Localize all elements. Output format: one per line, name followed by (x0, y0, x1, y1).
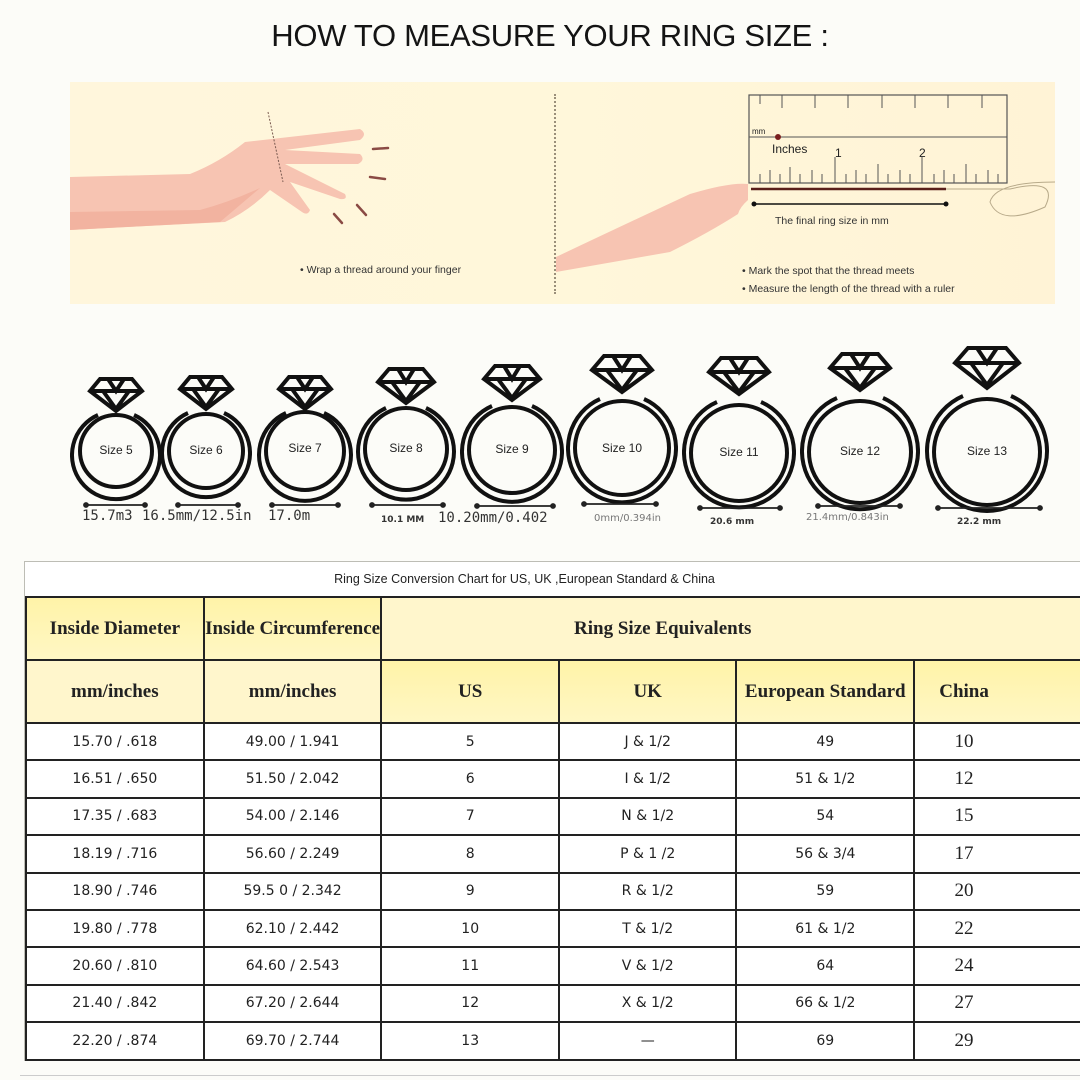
cell-us: 6 (381, 760, 558, 797)
table-row (26, 947, 1080, 984)
diamond-ring-icon (924, 344, 1050, 514)
cell-eu: 66 & 1/2 (736, 985, 914, 1022)
cell-china: 20 (914, 873, 1080, 910)
diamond-ring-icon (460, 362, 564, 507)
header-china: China (914, 660, 1080, 723)
cell-eu: 51 & 1/2 (736, 760, 914, 797)
table-row (26, 985, 1080, 1022)
header-ring-size-equivalents: Ring Size Equivalents (381, 597, 1080, 660)
cell-uk: P & 1 /2 (559, 835, 736, 872)
cell-circumference: 59.5 0 / 2.342 (204, 873, 382, 910)
cell-us: 9 (381, 873, 558, 910)
ring-size-11 (682, 354, 796, 514)
ring-size-6 (160, 373, 252, 503)
cell-china: 22 (914, 910, 1080, 947)
cell-diameter: 18.90 / .746 (26, 873, 204, 910)
cell-uk: X & 1/2 (559, 985, 736, 1022)
ring-label: Size 13 (966, 444, 1008, 458)
bottom-divider (20, 1075, 1080, 1076)
ring-measure: 21.4mm/0.843in (806, 512, 889, 523)
diamond-ring-icon (256, 373, 354, 503)
cell-uk: N & 1/2 (559, 798, 736, 835)
instruction-banner (70, 82, 1055, 304)
ruler-mm-label: mm (752, 127, 766, 136)
header-inside-circumference: Inside Circumference (204, 597, 382, 660)
cell-diameter: 17.35 / .683 (26, 798, 204, 835)
cell-circumference: 54.00 / 2.146 (204, 798, 382, 835)
diamond-ring-icon (160, 373, 252, 503)
ring-label: Size 10 (601, 441, 643, 455)
diamond-ring-icon (70, 375, 162, 505)
ring-measure: 17.0m (268, 508, 311, 524)
cell-circumference: 56.60 / 2.249 (204, 835, 382, 872)
cell-circumference: 67.20 / 2.644 (204, 985, 382, 1022)
table-row (26, 760, 1080, 797)
cell-eu: 61 & 1/2 (736, 910, 914, 947)
header-european: European Standard (736, 660, 914, 723)
header-uk: UK (559, 660, 736, 723)
header-diameter-unit: mm/inches (26, 660, 204, 723)
ring-measure: 20.6 mm (710, 517, 755, 527)
cell-circumference: 69.70 / 2.744 (204, 1022, 382, 1059)
banner-divider (554, 94, 556, 294)
ring-size-12 (800, 350, 920, 515)
ring-size-7 (256, 373, 354, 503)
cell-diameter: 16.51 / .650 (26, 760, 204, 797)
cell-us: 12 (381, 985, 558, 1022)
cell-china: 29 (914, 1022, 1080, 1059)
chart-caption: Ring Size Conversion Chart for US, UK ,European Standard & China (334, 572, 715, 586)
ring-label: Size 5 (99, 443, 133, 457)
cell-circumference: 49.00 / 1.941 (204, 723, 382, 760)
diamond-ring-icon (355, 365, 457, 505)
table-row (26, 1022, 1080, 1059)
cell-uk: R & 1/2 (559, 873, 736, 910)
cell-uk: I & 1/2 (559, 760, 736, 797)
ring-measure: 10.20mm/0.402 (438, 510, 548, 526)
cell-diameter: 15.70 / .618 (26, 723, 204, 760)
cell-circumference: 64.60 / 2.543 (204, 947, 382, 984)
cell-diameter: 22.20 / .874 (26, 1022, 204, 1059)
cell-china: 10 (914, 723, 1080, 760)
cell-diameter: 19.80 / .778 (26, 910, 204, 947)
header-circumference-unit: mm/inches (204, 660, 382, 723)
cell-uk: J & 1/2 (559, 723, 736, 760)
cell-china: 27 (914, 985, 1080, 1022)
cell-eu: 54 (736, 798, 914, 835)
cell-diameter: 21.40 / .842 (26, 985, 204, 1022)
ring-measure: 15.7m3 (82, 508, 133, 524)
cell-uk: V & 1/2 (559, 947, 736, 984)
ring-label: Size 12 (839, 444, 881, 458)
svg-text:1: 1 (835, 146, 842, 160)
header-us: US (381, 660, 558, 723)
cell-eu: 49 (736, 723, 914, 760)
ring-measure: 0mm/0.394in (594, 513, 661, 524)
cell-uk: — (559, 1022, 736, 1059)
cell-china: 12 (914, 760, 1080, 797)
svg-text:2: 2 (919, 146, 926, 160)
cell-china: 15 (914, 798, 1080, 835)
cell-eu: 59 (736, 873, 914, 910)
cell-eu: 69 (736, 1022, 914, 1059)
header-row-sub (26, 660, 1080, 723)
cell-circumference: 51.50 / 2.042 (204, 760, 382, 797)
cell-uk: T & 1/2 (559, 910, 736, 947)
conversion-table (25, 596, 1080, 1061)
cell-china: 24 (914, 947, 1080, 984)
cell-diameter: 20.60 / .810 (26, 947, 204, 984)
cell-diameter: 18.19 / .716 (26, 835, 204, 872)
table-row (26, 873, 1080, 910)
ring-label: Size 11 (719, 445, 759, 459)
ruler-caption: The final ring size in mm (775, 215, 889, 227)
ring-label: Size 6 (189, 443, 223, 457)
ring-size-10 (566, 352, 678, 507)
ring-size-9 (460, 362, 564, 507)
ring-label: Size 8 (389, 441, 423, 455)
ring-size-13 (924, 344, 1050, 514)
table-row (26, 723, 1080, 760)
cell-us: 8 (381, 835, 558, 872)
cell-eu: 64 (736, 947, 914, 984)
step-mark-spot: • Mark the spot that the thread meets (742, 265, 915, 277)
cell-us: 11 (381, 947, 558, 984)
ring-size-5 (70, 375, 162, 505)
cell-china: 17 (914, 835, 1080, 872)
ring-measure: 10.1 MM (381, 515, 425, 525)
cell-us: 5 (381, 723, 558, 760)
ring-size-illustrations (0, 340, 1080, 540)
cell-us: 10 (381, 910, 558, 947)
header-inside-diameter: Inside Diameter (26, 597, 204, 660)
diamond-ring-icon (682, 354, 796, 514)
step-wrap-thread: • Wrap a thread around your finger (300, 264, 462, 276)
ring-measure: 16.5mm/12.5in (142, 508, 252, 524)
diamond-ring-icon (566, 352, 678, 507)
ring-measure: 22.2 mm (957, 517, 1002, 527)
table-row (26, 835, 1080, 872)
table-row (26, 798, 1080, 835)
page-title: HOW TO MEASURE YOUR RING SIZE : (271, 18, 829, 53)
ring-label: Size 7 (288, 441, 322, 455)
diamond-ring-icon (800, 350, 920, 515)
cell-us: 7 (381, 798, 558, 835)
ring-label: Size 9 (495, 442, 529, 456)
table-row (26, 910, 1080, 947)
cell-circumference: 62.10 / 2.442 (204, 910, 382, 947)
ring-size-conversion-chart (24, 561, 1080, 1061)
ruler-inches-label: Inches (772, 142, 808, 156)
cell-us: 13 (381, 1022, 558, 1059)
cell-eu: 56 & 3/4 (736, 835, 914, 872)
header-row-top (26, 597, 1080, 660)
step-measure-length: • Measure the length of the thread with a ruler (742, 283, 955, 295)
ring-size-8 (355, 365, 457, 505)
